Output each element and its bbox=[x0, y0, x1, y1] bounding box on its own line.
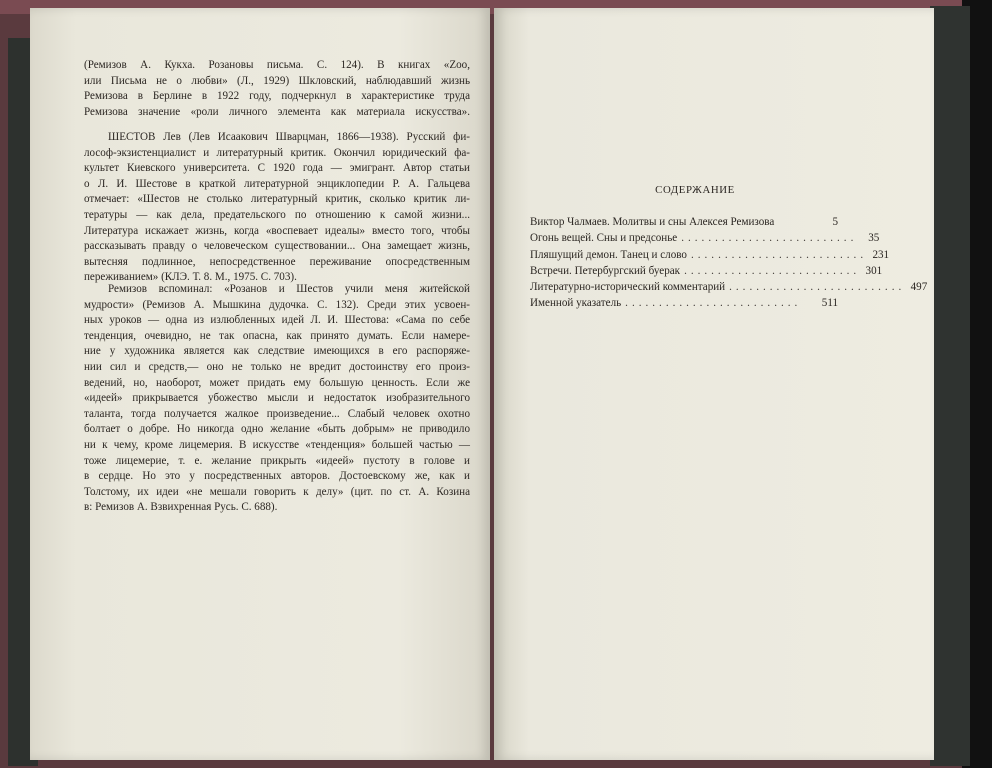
book-cover-right-edge bbox=[930, 6, 970, 766]
text-line: ведений, но, наоборот, может придать ему большую ценность. Если же bbox=[84, 376, 470, 389]
text-line: Ремизов вспоминал: «Розанов и Шестов учили меня житейской bbox=[108, 283, 470, 295]
text-line: мудрости» (Ремизов А. Мышкина дудочка. С. 132). Среди этих усвоен- bbox=[84, 298, 470, 311]
toc-leader-dots: .......................... bbox=[729, 281, 906, 294]
paragraph-remizov-memoir bbox=[84, 282, 470, 516]
toc-entry-label: Пляшущий демон. Танец и слово bbox=[530, 248, 687, 261]
text-line: Толстому, их идеи «не мешали говорить к делу» (цит. по ст. А. Козина bbox=[84, 485, 470, 498]
text-line: Литература искажает жизнь, когда «воспевает идеалы» вместо того, чтобы bbox=[84, 224, 470, 237]
toc-entry bbox=[530, 230, 880, 246]
text-line: рассказывать правду о человеческом существовании... Она замещает жизнь, bbox=[84, 240, 470, 253]
paragraph-remizov-zoo bbox=[84, 58, 470, 120]
text-line: болтает о добре. Но никогда одно желание «быть добрым» не приводило bbox=[84, 423, 470, 436]
text-line: тенденция, очевидно, не так опасна, как принято думать. Если намере- bbox=[84, 329, 470, 342]
toc-leader-dots: .......................... bbox=[684, 264, 861, 277]
text-line: «идеей» прикрывается убожество мысли и недостаток изобразительного bbox=[84, 392, 470, 405]
toc-entry-page: 301 bbox=[865, 264, 883, 277]
text-line: Ремизова в Берлине в 1922 году, подчеркнул в характеристике труда bbox=[84, 90, 470, 103]
toc-leader-dots: .......................... bbox=[690, 248, 868, 261]
text-line: таланта, тогда получается жалкое произведение... Слабый человек охотно bbox=[84, 407, 470, 420]
text-line: в: Ремизов А. Взвихренная Русь. С. 688). bbox=[84, 501, 278, 514]
text-line: ние у художника является как следствие имеющихся в его распоряже- bbox=[84, 345, 470, 358]
toc-entry-label: Встречи. Петербургский буерак bbox=[530, 264, 681, 277]
text-line: ШЕСТОВ Лев (Лев Исаакович Шварцман, 1866—1938). Русский фи- bbox=[108, 131, 470, 143]
text-line: вытесняя подлинное, непосредственное переживание опосредственным bbox=[84, 255, 470, 268]
text-line: отмечает: «Шестов не столько литературный критик, сколько критик ли- bbox=[84, 193, 470, 206]
toc-entry-page: 511 bbox=[821, 297, 838, 310]
toc-entry bbox=[530, 279, 928, 295]
toc-title: СОДЕРЖАНИЕ bbox=[655, 184, 735, 196]
toc-entry-page: 35 bbox=[868, 232, 880, 245]
text-line: тоже лицемерие, т. е. желание прикрыть «идеей» пустоту в голове и bbox=[84, 454, 470, 467]
text-line: культет Киевского университета. С 1920 года — эмигрант. Автор статьи bbox=[84, 162, 470, 175]
right-page bbox=[494, 8, 934, 760]
toc-entry bbox=[530, 295, 838, 311]
left-page bbox=[30, 8, 490, 760]
toc-entry bbox=[530, 247, 890, 263]
text-line: лософ-экзистенциалист и литературный критик. Окончил юридический фа- bbox=[84, 146, 470, 159]
text-line: тературы — как дела, предательского по отношению к самой жизни... bbox=[84, 208, 470, 221]
text-line: нии сил и средств,— оно не только не вредит достоинству его произ- bbox=[84, 360, 470, 373]
text-line: (Ремизов А. Кукха. Розановы письма. С. 124). В книгах «Zoo, bbox=[84, 59, 470, 71]
toc-leader-dots: .......................... bbox=[625, 297, 802, 310]
paragraph-shestov bbox=[84, 130, 470, 286]
text-line: в сердце. Но это у посредственных авторов. Достоевскому же, как и bbox=[84, 470, 470, 483]
toc-entry-label: Виктор Чалмаев. Молитвы и сны Алексея Ремизова bbox=[530, 216, 775, 229]
toc-entry-page: 5 bbox=[832, 216, 838, 229]
toc-leader-dots: .......................... bbox=[681, 232, 858, 245]
toc-entry-label: Именной указатель bbox=[530, 297, 622, 310]
table-of-contents bbox=[530, 182, 928, 311]
toc-entry-label: Литературно-исторический комментарий bbox=[530, 281, 726, 294]
toc-entry-label: Огонь вещей. Сны и предсонье bbox=[530, 232, 678, 245]
toc-entry bbox=[530, 263, 883, 279]
toc-entry-page: 497 bbox=[910, 281, 928, 294]
toc-entry-page: 231 bbox=[872, 248, 890, 261]
text-line: ни к чему, кроме лицемерия. В искусстве «тенденция» большей частью — bbox=[84, 438, 470, 451]
text-line: или Письма не о любви» (Л., 1929) Шкловский, наблюдавший жизнь bbox=[84, 74, 470, 87]
toc-leader-dots bbox=[774, 214, 816, 230]
text-line: ных уроков — одна из излюбленных идей Л. И. Шестова: «Сама по себе bbox=[84, 314, 470, 327]
text-line: переживанием» (КЛЭ. Т. 8. М., 1975. С. 703). bbox=[84, 271, 297, 284]
text-line: о Л. И. Шестове в краткой литературной энциклопедии Р. А. Гальцева bbox=[84, 177, 470, 190]
text-line: Ремизова значение «роли личного элемента как материала искусства». bbox=[84, 105, 470, 118]
toc-entry bbox=[530, 214, 838, 230]
